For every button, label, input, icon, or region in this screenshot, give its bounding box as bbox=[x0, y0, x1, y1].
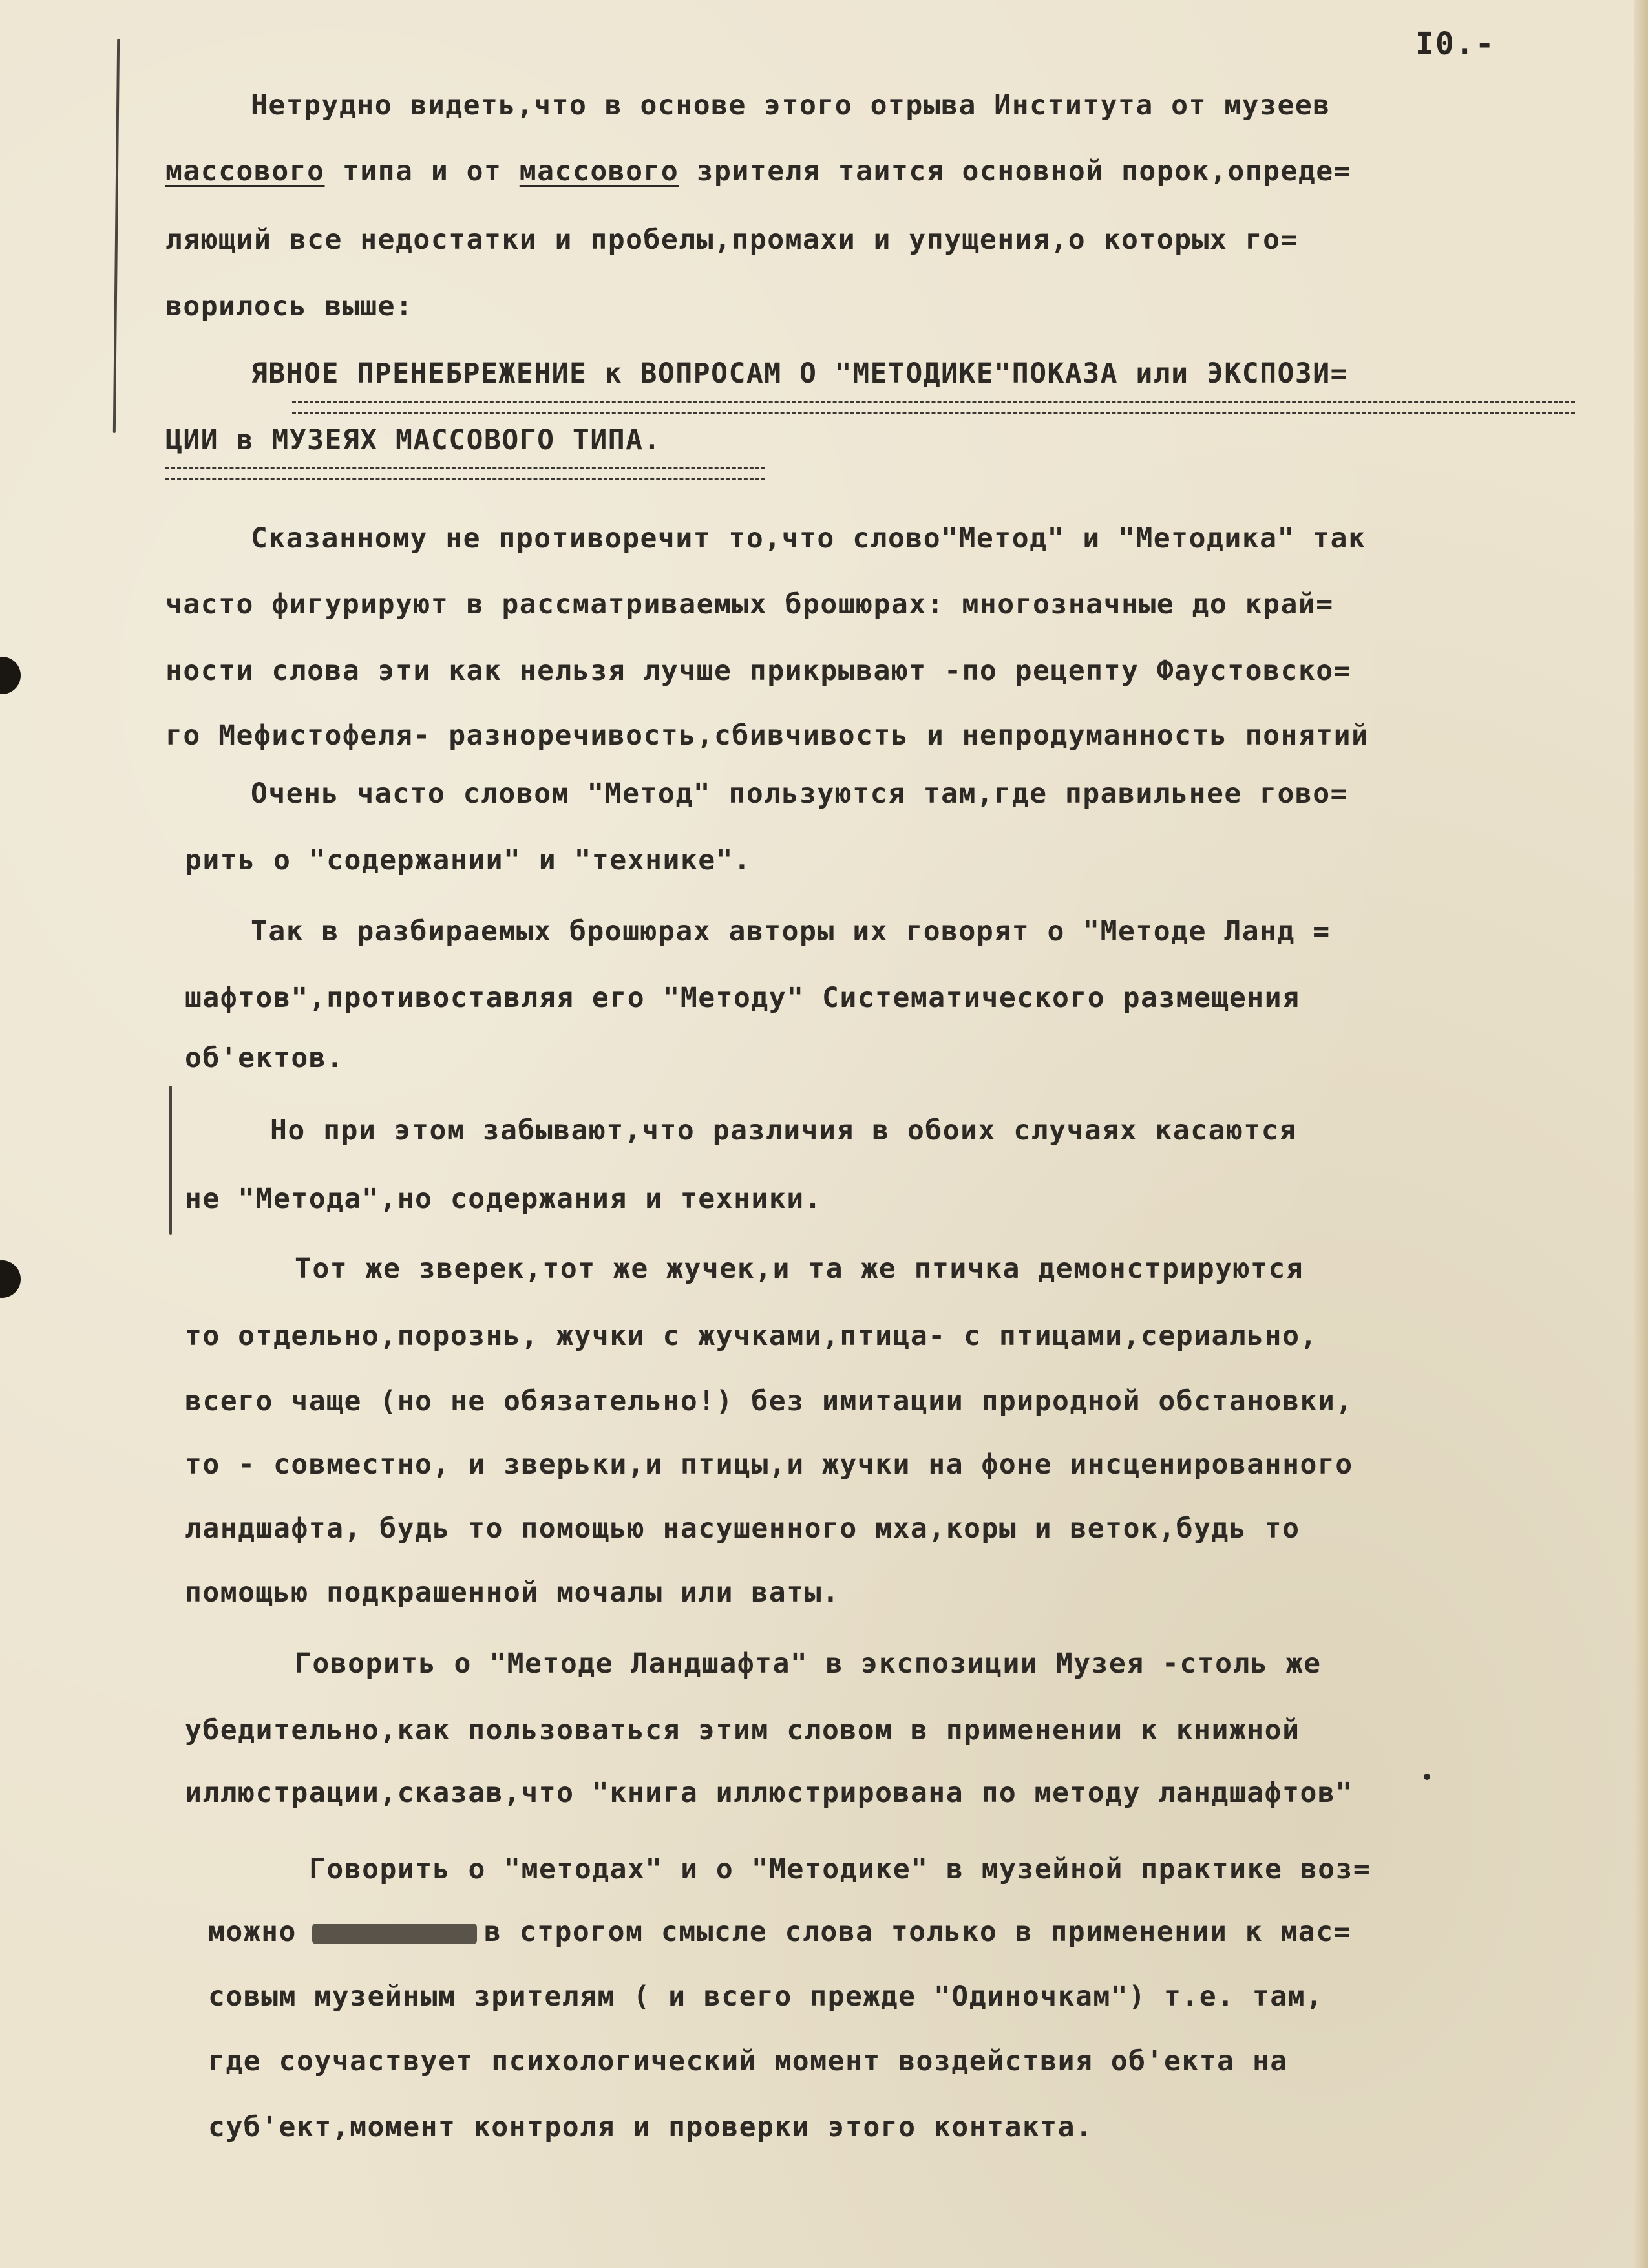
double-underline bbox=[292, 401, 1575, 414]
double-underline bbox=[165, 467, 765, 480]
margin-pencil-mark bbox=[169, 1086, 172, 1235]
text-line: то отдельно,порознь, жучки с жучками,птица- с птицами,сериально, bbox=[185, 1320, 1318, 1352]
underlined-word: массового bbox=[165, 155, 325, 187]
text-line: Сказанному не противоречит то,что слово"Метод" и "Методика" так bbox=[251, 522, 1366, 555]
text-fragment: зрителя таится основной порок,опреде= bbox=[679, 155, 1352, 187]
text-line bbox=[208, 1918, 1351, 1947]
text-line: Тот же зверек,тот же жучек,и та же птичка демонстрируются bbox=[295, 1253, 1304, 1285]
page-number: I0.- bbox=[1415, 26, 1495, 62]
text-line: ности слова эти как нельзя лучше прикрывают -по рецепту Фаустовско= bbox=[165, 655, 1352, 687]
text-line: ляющий все недостатки и пробелы,промахи и упущения,о которых го= bbox=[165, 224, 1298, 256]
text-fragment: можно bbox=[208, 1916, 297, 1948]
text-line bbox=[165, 155, 1352, 187]
ink-dot bbox=[1424, 1774, 1430, 1780]
text-line: где соучаствует психологический момент воздействия об'екта на bbox=[208, 2045, 1288, 2077]
text-line: часто фигурируют в рассматриваемых брошюрах: многозначные до край= bbox=[165, 588, 1334, 620]
text-line: суб'ект,момент контроля и проверки этого контакта. bbox=[208, 2111, 1093, 2143]
text-line: об'ектов. bbox=[185, 1042, 344, 1074]
emphasis-line: ЯВНОЕ ПРЕНЕБРЕЖЕНИЕ к ВОПРОСАМ О "МЕТОДИКЕ"ПОКАЗА или ЭКСПОЗИ= bbox=[251, 357, 1349, 390]
text-line: всего чаще (но не обязательно!) без имитации природной обстановки, bbox=[185, 1385, 1353, 1417]
text-fragment: в строгом смысле слова только в применении к мас= bbox=[483, 1916, 1351, 1948]
struck-out-word bbox=[297, 1921, 484, 1947]
emphasis-line: ЦИИ в МУЗЕЯХ МАССОВОГО ТИПА. bbox=[165, 424, 661, 456]
text-line: убедительно,как пользоваться этим словом в применении к книжной bbox=[185, 1714, 1300, 1746]
text-line: шафтов",противоставляя его "Методу" Систематического размещения bbox=[185, 982, 1300, 1014]
punch-hole bbox=[0, 657, 21, 694]
punch-hole bbox=[0, 1260, 21, 1298]
text-line: Очень часто словом "Метод" пользуются там,где правильнее гово= bbox=[251, 778, 1349, 810]
text-line: рить о "содержании" и "технике". bbox=[185, 844, 752, 876]
text-line: ворилось выше: bbox=[165, 290, 414, 323]
paper-edge bbox=[1634, 0, 1648, 2268]
text-line: не "Метода",но содержания и техники. bbox=[185, 1183, 822, 1215]
typed-over-blot bbox=[312, 1924, 477, 1944]
text-line: го Мефистофеля- разноречивость,сбивчивость и непродуманность понятий bbox=[165, 719, 1369, 752]
text-fragment: типа и от bbox=[324, 155, 520, 187]
underlined-word: массового bbox=[519, 155, 679, 187]
text-line: помощью подкрашенной мочалы или ваты. bbox=[185, 1576, 840, 1609]
text-line: совым музейным зрителям ( и всего прежде "Одиночкам") т.е. там, bbox=[208, 1980, 1324, 2013]
text-line: Но при этом забывают,что различия в обоих случаях касаются bbox=[270, 1114, 1297, 1147]
text-line: то - совместно, и зверьки,и птицы,и жучки на фоне инсценированного bbox=[185, 1448, 1353, 1481]
text-line: Нетрудно видеть,что в основе этого отрыва Института от музеев bbox=[251, 89, 1331, 122]
margin-pencil-mark bbox=[113, 39, 120, 433]
text-line: Так в разбираемых брошюрах авторы их говорят о "Методе Ланд = bbox=[251, 915, 1331, 948]
text-line: Говорить о "Методе Ландшафта" в экспозиции Музея -столь же bbox=[295, 1648, 1322, 1680]
text-line: Говорить о "методах" и о "Методике" в музейной практике воз= bbox=[309, 1853, 1371, 1885]
text-line: иллюстрации,сказав,что "книга иллюстрирована по методу ландшафтов" bbox=[185, 1777, 1353, 1809]
text-line: ландшафта, будь то помощью насушенного мха,коры и веток,будь то bbox=[185, 1512, 1300, 1545]
